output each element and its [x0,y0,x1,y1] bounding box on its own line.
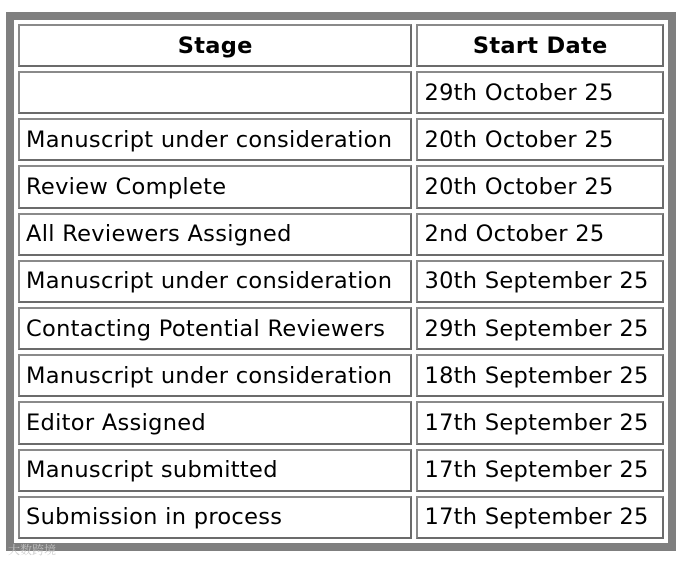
table-row [18,449,664,492]
column-header-stage: Stage [18,24,412,67]
start-date-cell: 29th September 25 [416,307,664,350]
table-row [18,118,664,161]
header-row [18,24,664,67]
table-row [18,260,664,303]
stage-cell: Manuscript submitted [18,449,412,492]
stage-cell: All Reviewers Assigned [18,213,412,256]
start-date-cell: 18th September 25 [416,354,664,397]
start-date-cell: 30th September 25 [416,260,664,303]
table-row [18,165,664,208]
stage-cell: Editor Assigned [18,401,412,444]
stage-cell: Manuscript under consideration [18,118,412,161]
stage-cell [18,71,412,114]
stage-cell: Review Complete [18,165,412,208]
stage-cell: Manuscript under consideration [18,260,412,303]
start-date-cell: 2nd October 25 [416,213,664,256]
start-date-cell: 29th October 25 [416,71,664,114]
start-date-cell: 20th October 25 [416,118,664,161]
table-row [18,213,664,256]
table-container [14,20,668,543]
stage-cell: Contacting Potential Reviewers [18,307,412,350]
table-row [18,71,664,114]
start-date-cell: 17th September 25 [416,449,664,492]
start-date-cell: 20th October 25 [416,165,664,208]
start-date-cell: 17th September 25 [416,496,664,539]
stage-cell: Manuscript under consideration [18,354,412,397]
table-row [18,401,664,444]
stage-cell: Submission in process [18,496,412,539]
table-row [18,307,664,350]
start-date-cell: 17th September 25 [416,401,664,444]
table-row [18,496,664,539]
manuscript-status-table [14,20,668,543]
table-frame [6,12,676,551]
watermark: 大数跨境 [8,543,57,557]
table-row [18,354,664,397]
column-header-start-date: Start Date [416,24,664,67]
